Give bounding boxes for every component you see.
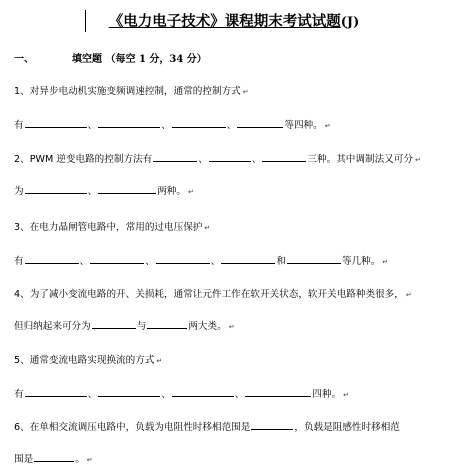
answer-blank[interactable] (147, 318, 187, 329)
answer-blank[interactable] (92, 318, 136, 329)
question-1-blanks: 有 、 、 、 等四种。 ↵ (14, 117, 331, 131)
answer-blank[interactable] (245, 386, 311, 397)
question-3-text: 3、在电力晶闸管电路中，常用的过电压保护 ↵ (14, 222, 211, 233)
answer-blank[interactable] (156, 253, 210, 264)
answer-blank[interactable] (237, 117, 283, 128)
section-name: 填空题 (72, 54, 102, 65)
title-suffix: (J) (340, 15, 360, 30)
answer-blank[interactable] (251, 419, 293, 430)
section-header (14, 50, 207, 65)
answer-blank[interactable] (209, 151, 251, 162)
question-6-text: 6、在单相交流调压电路中，负载为电阻性时移相范围是 ，负载是阻感性时移相范 (14, 419, 400, 433)
section-number: 一、 (14, 54, 34, 65)
answer-blank[interactable] (287, 253, 341, 264)
answer-blank[interactable] (98, 386, 160, 397)
answer-blank[interactable] (25, 117, 87, 128)
question-2-blanks: 为 、 两种。 ↵ (14, 183, 194, 197)
answer-blank[interactable] (221, 253, 275, 264)
answer-blank[interactable] (34, 451, 74, 462)
answer-blank[interactable] (262, 151, 306, 162)
answer-blank[interactable] (25, 183, 87, 194)
page-title (0, 10, 468, 31)
answer-blank[interactable] (98, 117, 160, 128)
question-5-blanks: 有 、 、 、 四种。 ↵ (14, 386, 349, 400)
question-3-blanks: 有 、 、 、 和 等几种。 ↵ (14, 253, 388, 267)
answer-blank[interactable] (98, 183, 156, 194)
answer-blank[interactable] (90, 253, 144, 264)
title-main: 《电力电子技术》课程期末考试试题 (108, 13, 341, 30)
question-6-blanks: 围是 。 ↵ (14, 451, 93, 465)
answer-blank[interactable] (25, 253, 79, 264)
section-score: （每空 1 分，34 分） (105, 54, 207, 65)
answer-blank[interactable] (172, 386, 234, 397)
question-4-blanks: 但归纳起来可分为 与 两大类。 ↵ (14, 318, 235, 332)
answer-blank[interactable] (172, 117, 226, 128)
question-5-text: 5、通常变流电路实现换流的方式 ↵ (14, 355, 163, 366)
answer-blank[interactable] (25, 386, 87, 397)
question-1-text: 1、对异步电动机实施变频调速控制，通常的控制方式 ↵ (14, 86, 249, 97)
question-4-text: 4、为了减小变流电路的开、关损耗，通常让元件工作在软开关状态，软开关电路种类很多， ↵ (14, 289, 412, 300)
question-2-text: 2、PWM 逆变电路的控制方法有 、 、 三种。其中调制法又可分 ↵ (14, 151, 421, 165)
answer-blank[interactable] (153, 151, 197, 162)
